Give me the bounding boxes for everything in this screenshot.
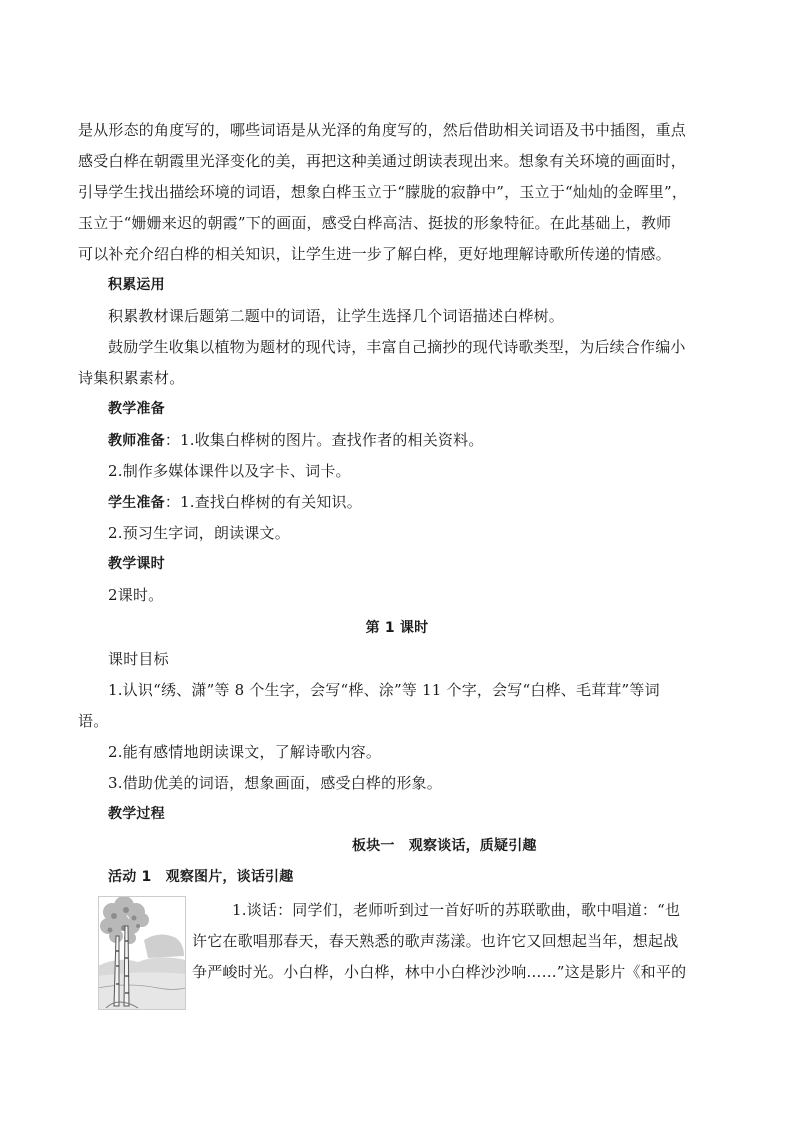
talk-line-3: 争严峻时光。小白桦，小白桦，林中小白桦沙沙响……”这是影片《和平的 xyxy=(192,963,687,981)
talk-line-1: 1.谈话：同学们，老师听到过一首好听的苏联歌曲，歌中唱道：“也 xyxy=(232,901,681,919)
block-title: 板块一 观察谈话，质疑引趣 xyxy=(352,838,537,854)
para1-line-2: 感受白桦在朝霞里光泽变化的美，再把这种美通过朗读表现出来。想象有关环境的画面时， xyxy=(78,152,687,170)
student-prep-label: 学生准备 xyxy=(108,495,165,511)
birch-tree-illustration xyxy=(98,896,186,1010)
goal-1-line-2: 语。 xyxy=(78,712,109,730)
accumulate-item-2-line-1: 鼓励学生收集以植物为题材的现代诗，丰富自己摘抄的现代诗歌类型，为后续合作编小 xyxy=(108,338,686,356)
student-prep-item-2: 2.预习生字词，朗读课文。 xyxy=(108,524,290,542)
goal-2: 2.能有感情地朗读课文，了解诗歌内容。 xyxy=(108,743,382,761)
para1-line-1: 是从形态的角度写的，哪些词语是从光泽的角度写的，然后借助相关词语及书中插图，重点 xyxy=(78,121,687,139)
activity-title: 活动 1 观察图片，谈话引趣 xyxy=(108,869,294,885)
section-heading-hours: 教学课时 xyxy=(108,556,165,572)
talk-line-2: 许它在歌唱那春天，春天熟悉的歌声荡漾。也许它又回想起当年，想起战 xyxy=(192,932,679,950)
accumulate-item-1: 积累教材课后题第二题中的词语，让学生选择几个词语描述白桦树。 xyxy=(108,307,565,325)
section-heading-prep: 教学准备 xyxy=(108,401,165,417)
goal-1-line-1: 1.认识“绣、潇”等 8 个生字，会写“桦、涂”等 11 个字，会写“白桦、毛茸茸”等词 xyxy=(108,681,660,699)
section-heading-accumulate: 积累运用 xyxy=(108,277,165,293)
teacher-prep-item-2: 2.制作多媒体课件以及字卡、词卡。 xyxy=(108,462,351,480)
teacher-prep-label: 教师准备 xyxy=(108,433,165,449)
goal-heading: 课时目标 xyxy=(108,650,169,668)
hours-value: 2课时。 xyxy=(108,586,164,604)
goal-3: 3.借助优美的词语，想象画面，感受白桦的形象。 xyxy=(108,774,442,792)
teacher-prep-line xyxy=(108,430,748,451)
para1-line-3: 引导学生找出描绘环境的词语，想象白桦玉立于“朦胧的寂静中”，玉立于“灿灿的金晖里”， xyxy=(78,183,688,201)
para1-line-4: 玉立于“姗姗来迟的朝霞”下的画面，感受白桦高洁、挺拔的形象特征。在此基础上，教师 xyxy=(78,214,672,232)
accumulate-item-2-line-2: 诗集积累素材。 xyxy=(78,369,185,387)
lesson-title: 第 1 课时 xyxy=(365,620,429,636)
para1-line-5: 可以补充介绍白桦的相关知识，让学生进一步了解白桦，更好地理解诗歌所传递的情感。 xyxy=(78,245,671,263)
section-heading-process: 教学过程 xyxy=(108,806,165,822)
student-prep-item-1: ：1.查找白桦树的有关知识。 xyxy=(164,493,362,511)
student-prep-line xyxy=(108,492,748,513)
teacher-prep-item-1: ：1.收集白桦树的图片。查找作者的相关资料。 xyxy=(164,431,484,449)
